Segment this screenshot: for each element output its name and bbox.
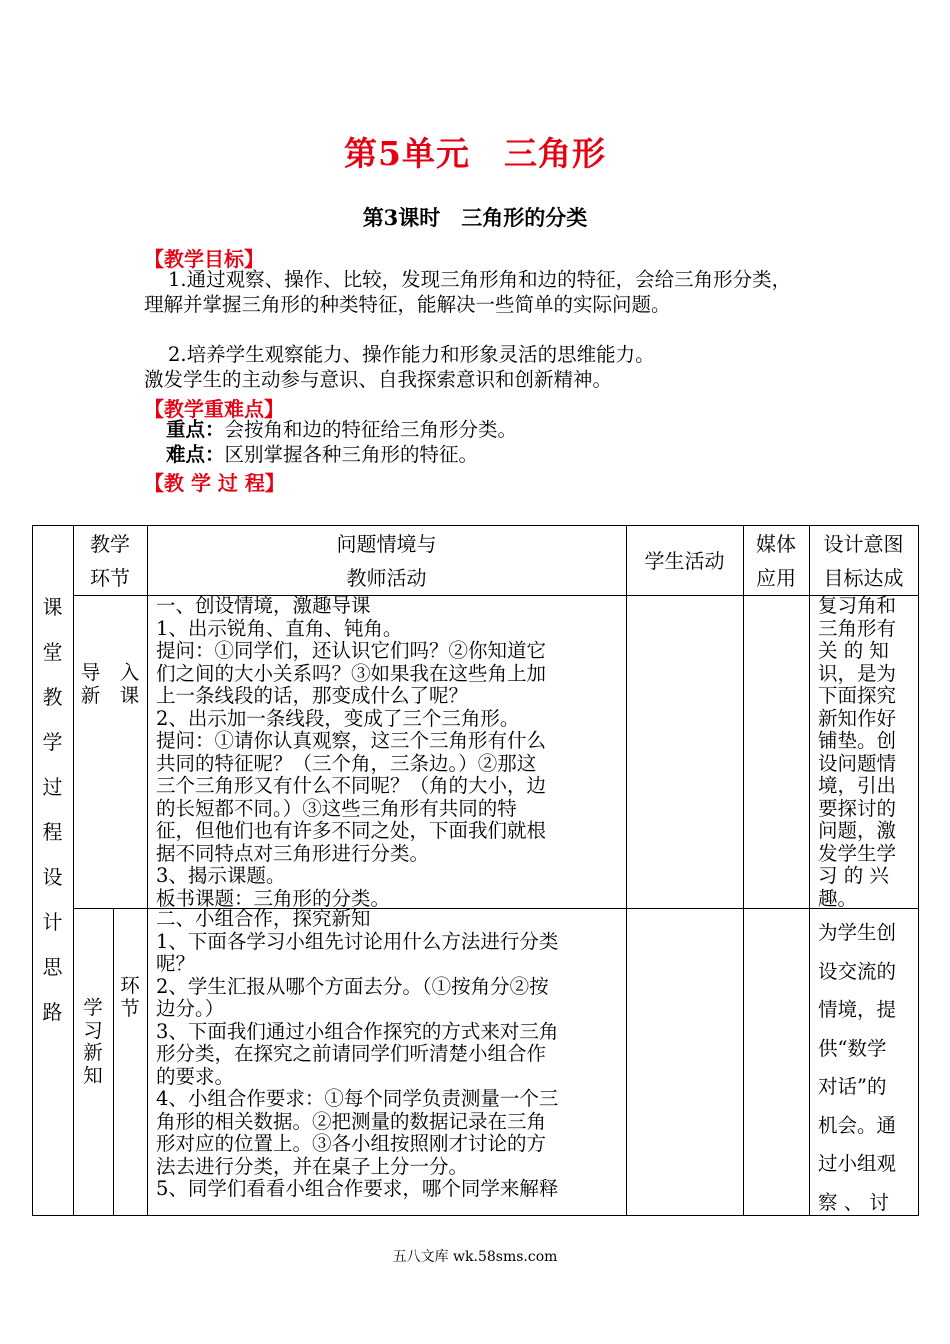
key-points-heading: 【教学重难点】 xyxy=(144,397,284,421)
goals-heading: 【教学目标】 xyxy=(144,247,264,271)
row2-stage: 学 习 新 知 xyxy=(83,996,103,1087)
goals-p1: 1.通过观察、操作、比较，发现三角形角和边的特征，会给三角形分类，理解并掌握三角形的种类特征，能解决一些简单的实际问题。 xyxy=(144,268,792,316)
lesson-title: 第3课时 三角形的分类 xyxy=(362,205,588,230)
row1-stage: 导 入 新 课 xyxy=(80,661,140,707)
row2-substage: 环 节 xyxy=(120,974,140,1020)
footer-source: 五八文库 wk.58sms.com xyxy=(392,1249,558,1265)
header-student: 学生活动 xyxy=(644,549,725,573)
row1-design: 复习角和 三角形有 关 的 知 识，是为 下面探究 新知作好 铺垫。创 设问题情 境，引出 要探讨的 问题，激 发学生学 习 的 兴 趣。 xyxy=(818,594,897,910)
lesson-table xyxy=(32,525,919,1216)
goals-p2: 2.培养学生观察能力、操作能力和形象灵活的思维能力。 xyxy=(168,343,655,366)
header-teacher: 问题情境与 教师活动 xyxy=(336,532,437,590)
difficulty-line xyxy=(166,442,826,467)
unit-title: 第5单元 三角形 xyxy=(344,134,606,173)
header-media: 媒体 应用 xyxy=(756,532,796,590)
process-heading: 【教 学 过 程】 xyxy=(144,471,285,495)
row2-teacher: 二、小组合作，探究新知 1、下面各学习小组先讨论用什么方法进行分类 呢？ 2、学生汇报从哪个方面去分。（①按角分②按 边分。） 3、下面我们通过小组合作探究的方式来对三角 形分类，在探究之前请同学们听清楚小组合作 的要求。 4、小组合作要求：①每个同学负责测量一个三 角形的相关数据。②把测量的数据记录在三角 形对应的位置上。③各小组按照刚才讨论的方 法去进行分类，并在桌子上分一分。 5、同学们看看小组合作要求，哪个同学来解释 xyxy=(156,907,559,1200)
row1-teacher: 一、创设情境，激趣导课 1、出示锐角、直角、钝角。 提问：①同学们，还认识它们吗？②你知道它 们之间的大小关系吗？③如果我在这些角上加 上一条线段的话，那变成什么了呢？ 2、出示加一条线段，变成了三个三角形。 提问：①请你认真观察，这三个三角形有什么 共同的特征呢？（三个角，三条边。）②那这 三个三角形又有什么不同呢？（角的大小，边 的长短都不同。）③这些三角形有共同的特 征，但他们也有许多不同之处，下面我们就根 据不同特点对三角形进行分类。 3、揭示课题。 板书课题：三角形的分类。 xyxy=(156,594,547,910)
header-design: 设计意图 目标达成 xyxy=(823,532,904,590)
difficulty-label: 难点： xyxy=(166,443,225,466)
goals-p3: 激发学生的主动参与意识、自我探索意识和创新精神。 xyxy=(144,368,613,391)
key-label: 重点： xyxy=(166,418,225,441)
row2-design: 为学生创 设交流的 情境，提 供“数学 对话”的 机会。通 过小组观 察 、 讨 xyxy=(818,921,897,1214)
key-point-line xyxy=(166,417,826,442)
side-label: 课 堂 教 学 过 程 设 计 思 路 xyxy=(42,595,63,1024)
difficulty-text: 区别掌握各种三角形的特征。 xyxy=(224,443,479,466)
header-stage: 教学 环节 xyxy=(90,532,130,590)
key-text: 会按角和边的特征给三角形分类。 xyxy=(224,418,518,441)
